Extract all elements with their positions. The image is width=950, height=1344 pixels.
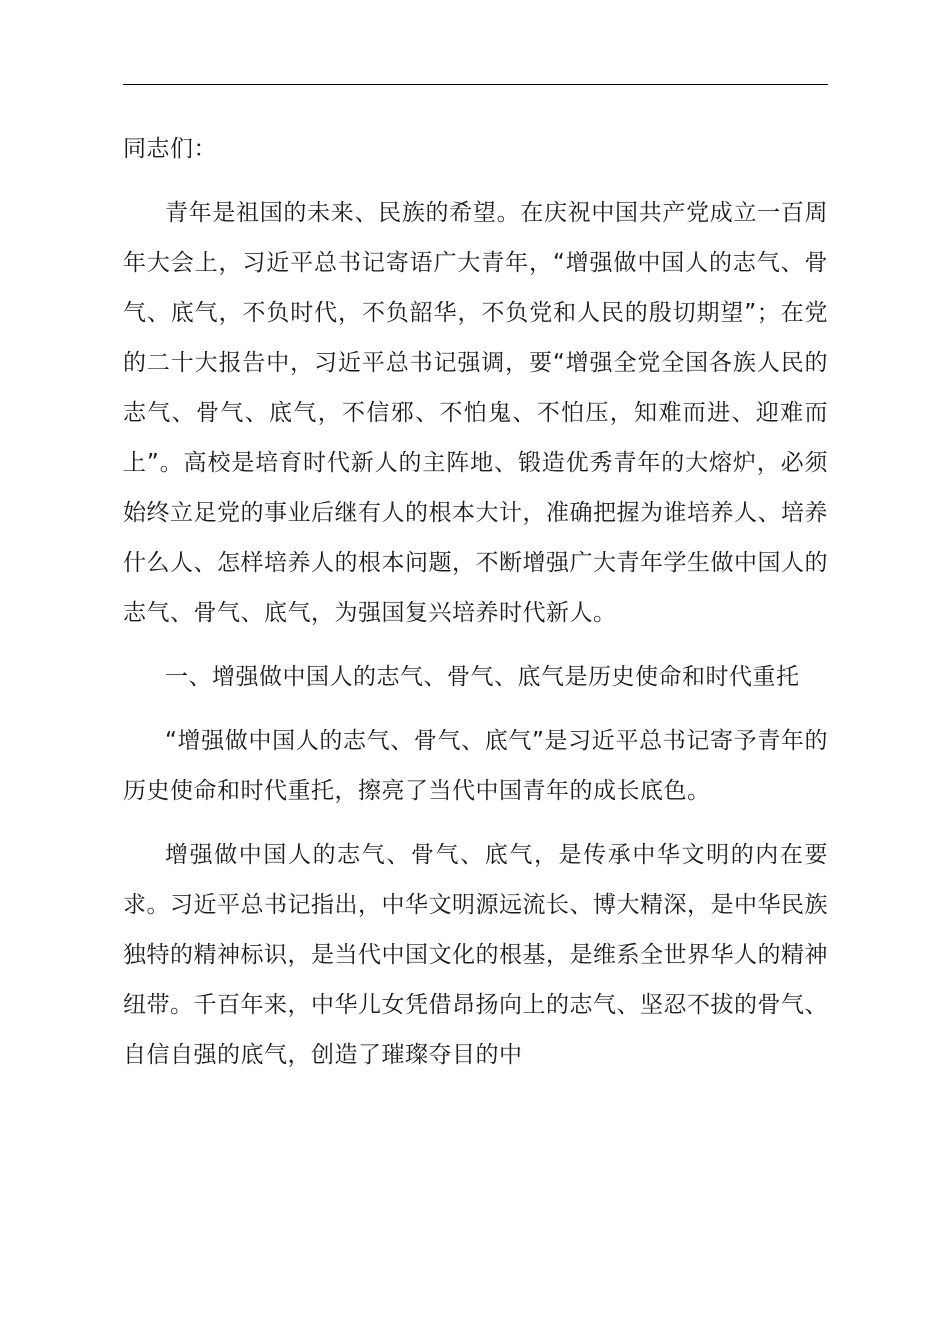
section-heading-1: 一、增强做中国人的志气、骨气、底气是历史使命和时代重托 — [165, 664, 800, 690]
document-body — [123, 124, 828, 1094]
salutation: 同志们： — [123, 136, 217, 162]
paragraph-intro: 青年是祖国的未来、民族的希望。在庆祝中国共产党成立一百周年大会上，习近平总书记寄语广大青年，“增强做中国人的志气、骨气、底气，不负时代，不负韶华，不负党和人民的殷切期望”；在党的二十大报告中，习近平总书记强调，要“增强全党全国各族人民的志气、骨气、底气，不信邪、不怕鬼、不怕压，知难而进、迎难而上”。高校是培育时代新人的主阵地、锻造优秀青年的大熔炉，必须始终立足党的事业后继有人的根本大计，准确把握为谁培养人、培养什么人、怎样培养人的根本问题，不断增强广大青年学生做中国人的志气、骨气、底气，为强国复兴培养时代新人。 — [123, 200, 828, 626]
paragraph-mission: “增强做中国人的志气、骨气、底气”是习近平总书记寄予青年的历史使命和时代重托，擦亮了当代中国青年的成长底色。 — [123, 728, 828, 804]
header-rule — [123, 84, 828, 85]
paragraph-civilization: 增强做中国人的志气、骨气、底气，是传承中华文明的内在要求。习近平总书记指出，中华文明源远流长、博大精深，是中华民族独特的精神标识，是当代中国文化的根基，是维系全世界华人的精神纽带。千百年来，中华儿女凭借昂扬向上的志气、坚忍不拔的骨气、自信自强的底气，创造了璀璨夺目的中 — [123, 842, 828, 1068]
